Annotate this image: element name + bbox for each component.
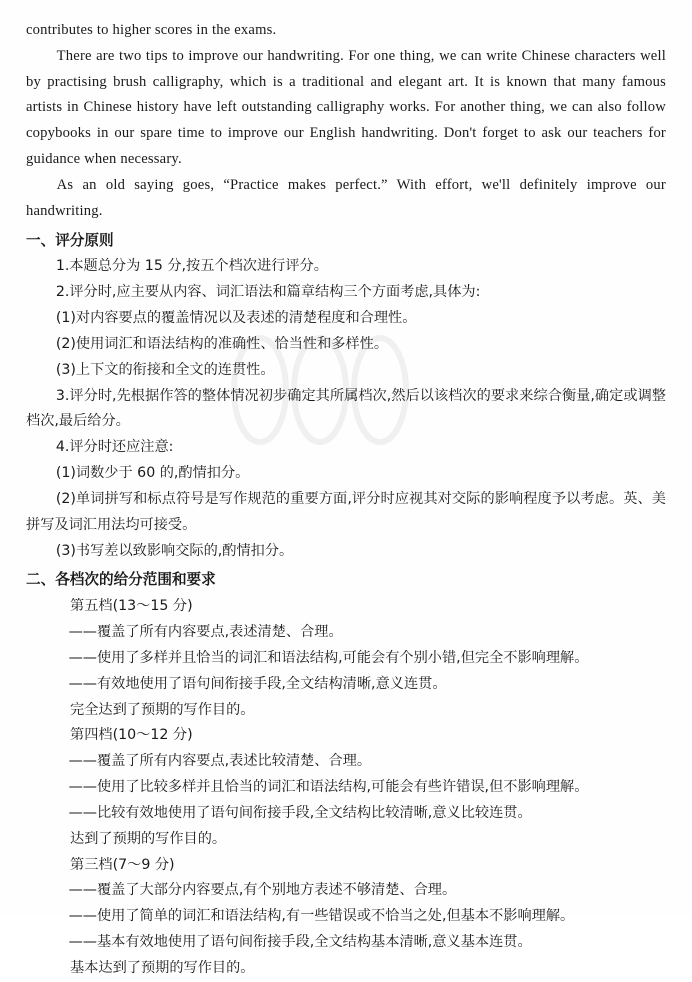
- band-title: 第五档(13～15 分): [70, 598, 193, 615]
- band-criterion: ——比较有效地使用了语句间衔接手段,全文结构比较清晰,意义比较连贯。: [68, 804, 532, 821]
- document-body: [26, 18, 666, 982]
- band-criterion: ——使用了简单的词汇和语法结构,有一些错误或不恰当之处,但基本不影响理解。: [68, 908, 575, 925]
- scoring-principle-item: 3.评分时,先根据作答的整体情况初步确定其所属档次,然后以该档次的要求来综合衡量,确定或调整档次,最后给分。: [26, 387, 666, 430]
- band-criterion: ——覆盖了大部分内容要点,有个别地方表述不够清楚、合理。: [68, 882, 457, 899]
- scoring-principle-item: 4.评分时还应注意:: [55, 439, 174, 456]
- section-one-heading: 一、评分原则: [26, 231, 114, 249]
- band-title: 第四档(10～12 分): [70, 727, 193, 744]
- scoring-principle-item: 1.本题总分为 15 分,按五个档次进行评分。: [55, 258, 328, 275]
- band-criterion: ——使用了多样并且恰当的词汇和语法结构,可能会有个别小错,但完全不影响理解。: [68, 649, 589, 666]
- section-two-heading: 二、各档次的给分范围和要求: [26, 571, 216, 589]
- band-criterion: ——覆盖了所有内容要点,表述比较清楚、合理。: [68, 753, 372, 770]
- scoring-principle-item: (1)词数少于 60 的,酌情扣分。: [55, 465, 250, 482]
- band-conclusion: 完全达到了预期的写作目的。: [70, 701, 255, 718]
- band-criterion: ——使用了比较多样并且恰当的词汇和语法结构,可能会有些许错误,但不影响理解。: [68, 779, 589, 796]
- band-criterion: ——基本有效地使用了语句间衔接手段,全文结构基本清晰,意义基本连贯。: [68, 934, 532, 951]
- scoring-principle-item: (3)书写差以致影响交际的,酌情扣分。: [55, 542, 294, 559]
- paragraph-continuation: contributes to higher scores in the exams.: [26, 22, 277, 38]
- scoring-principle-item: (3)上下文的衔接和全文的连贯性。: [55, 361, 275, 378]
- band-criterion: ——有效地使用了语句间衔接手段,全文结构清晰,意义连贯。: [68, 675, 447, 692]
- scoring-principle-item: (2)使用词汇和语法结构的准确性、恰当性和多样性。: [55, 335, 389, 352]
- scoring-principle-item: (1)对内容要点的覆盖情况以及表述的清楚程度和合理性。: [55, 310, 417, 327]
- paragraph-tips: There are two tips to improve our handwriting. For one thing, we can write Chinese characters well by practising brush calligraphy, which is a traditional and elegant art. It is known that many famous artists in Chinese history have left outstanding calligraphy works. For another thing, we can also follow copybooks in our spare time to improve our English handwriting. Don't forget to ask our teachers for guidance when necessary.: [26, 47, 666, 168]
- paragraph-conclusion: As an old saying goes, “Practice makes perfect.” With effort, we'll definitely improve our handwriting.: [26, 176, 666, 219]
- scoring-principle-item: (2)单词拼写和标点符号是写作规范的重要方面,评分时应视其对交际的影响程度予以考虑。英、美拼写及词汇用法均可接受。: [26, 490, 666, 533]
- band-conclusion: 达到了预期的写作目的。: [70, 830, 227, 847]
- band-criterion: ——覆盖了所有内容要点,表述清楚、合理。: [68, 624, 343, 641]
- band-title: 第三档(7～9 分): [70, 856, 175, 873]
- band-conclusion: 基本达到了预期的写作目的。: [70, 960, 255, 976]
- scoring-principle-item: 2.评分时,应主要从内容、词汇语法和篇章结构三个方面考虑,具体为:: [55, 284, 481, 301]
